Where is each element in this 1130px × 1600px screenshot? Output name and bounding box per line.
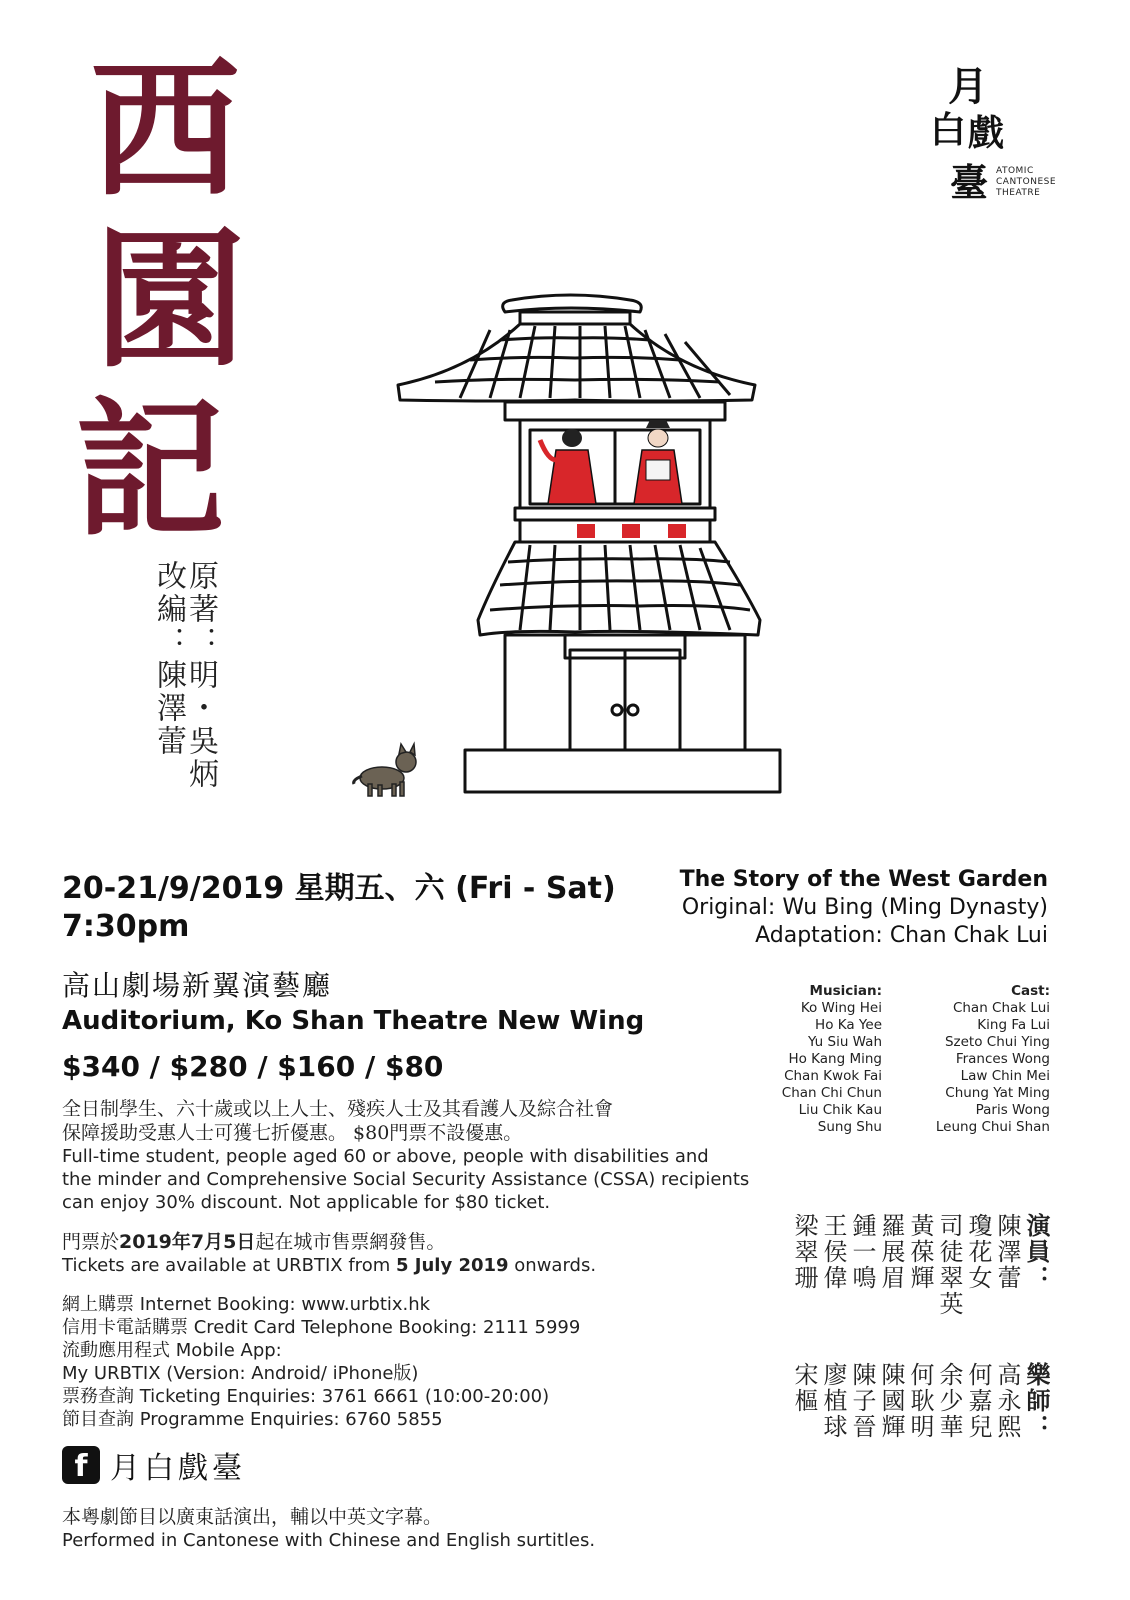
cast-zh-name: 瓊花女 <box>964 1213 992 1291</box>
cast-zh-name: 司徒翠英 <box>935 1213 963 1317</box>
musician-name: Chan Chi Chun <box>781 1085 882 1101</box>
ticket-sale-en: Tickets are available at URBTIX from 5 July 2019 onwards. <box>62 1255 597 1276</box>
facebook-page-name: 月白戲臺 <box>110 1451 246 1486</box>
discount-en-line-2: the minder and Comprehensive Social Security Assistance (CSSA) recipients <box>62 1169 750 1190</box>
phone-booking: 信用卡電話購票 Credit Card Telephone Booking: 2111 5999 <box>62 1317 581 1338</box>
musicians-zh-name: 余少華 <box>935 1362 963 1440</box>
title-char-2: 園 <box>95 212 246 388</box>
musician-name: Ho Kang Ming <box>788 1051 882 1067</box>
mobile-app-name: My URBTIX (Version: Android/ iPhone版) <box>62 1363 419 1384</box>
event-info <box>62 870 752 1552</box>
musician-name: Sung Shu <box>817 1119 882 1135</box>
musician-name: Liu Chik Kau <box>798 1102 882 1118</box>
logo-en-1: ATOMIC <box>996 166 1034 176</box>
discount-en-line-1: Full-time student, people aged 60 or above, people with disabilities and <box>62 1146 709 1167</box>
ticketing-enquiries: 票務查詢 Ticketing Enquiries: 3761 6661 (10:00-20:00) <box>62 1386 550 1407</box>
ticket-sale-zh: 門票於2019年7月5日起在城市售票網發售。 <box>62 1231 446 1253</box>
performer-figures <box>540 420 682 504</box>
cast-zh-name: 王侯偉 <box>819 1213 847 1291</box>
story-info <box>628 866 1048 950</box>
cast-list <box>920 983 1050 1136</box>
event-time: 7:30pm <box>62 909 190 944</box>
venue-name-en: Auditorium, Ko Shan Theatre New Wing <box>62 1006 645 1036</box>
cast-zh-heading: 演員： <box>1022 1213 1051 1291</box>
cast-name: Chan Chak Lui <box>952 1000 1050 1016</box>
language-note-en: Performed in Cantonese with Chinese and English surtitles. <box>62 1530 596 1551</box>
musicians-zh-name: 廖植球 <box>819 1362 847 1440</box>
title-char-1: 西 <box>90 42 241 218</box>
cast-zh-name: 羅展眉 <box>877 1213 905 1291</box>
cast-zh-name: 梁翠珊 <box>790 1213 818 1291</box>
cat-illustration <box>350 740 425 800</box>
language-note-zh: 本粵劇節目以廣東話演出，輔以中英文字幕。 <box>62 1506 443 1528</box>
musicians-zh-name: 宋樞 <box>790 1362 818 1414</box>
logo-en-2: CANTONESE <box>996 177 1057 187</box>
cast-name: Paris Wong <box>975 1102 1050 1118</box>
musician-heading: Musician: <box>809 983 882 999</box>
logo-en-3: THEATRE <box>996 188 1041 198</box>
railing-red-panels <box>577 524 686 538</box>
facebook-page[interactable] <box>62 1443 752 1487</box>
mobile-app: 流動應用程式 Mobile App: <box>62 1340 282 1361</box>
event-date: 20-21/9/2019 星期五、六 (Fri - Sat) <box>62 871 616 906</box>
discount-zh-line-1: 全日制學生、六十歲或以上人士、殘疾人士及其看護人及綜合社會 <box>62 1098 614 1120</box>
cast-name: King Fa Lui <box>977 1017 1050 1033</box>
musicians-zh-name: 何嘉兒 <box>964 1362 992 1440</box>
discount-zh-line-2: 保障援助受惠人士可獲七折優惠。 $80門票不設優惠。 <box>62 1122 523 1144</box>
discount-en-line-3: can enjoy 30% discount. Not applicable for $80 ticket. <box>62 1192 551 1213</box>
musicians-zh-name: 何耿明 <box>906 1362 934 1440</box>
musician-name: Ho Ka Yee <box>815 1017 882 1033</box>
musicians-zh-name: 高永熙 <box>993 1362 1021 1440</box>
logo-char-2: 白 <box>930 109 967 151</box>
musicians-zh-name: 陳子晉 <box>848 1362 876 1440</box>
logo-char-4: 臺 <box>950 160 989 205</box>
internet-booking: 網上購票 Internet Booking: www.urbtix.hk <box>62 1294 431 1315</box>
cast-name: Chung Yat Ming <box>945 1085 1050 1101</box>
facebook-icon: f <box>62 1446 100 1484</box>
musician-name: Yu Siu Wah <box>807 1034 882 1050</box>
musician-name: Chan Kwok Fai <box>784 1068 882 1084</box>
cast-name: Leung Chui Shan <box>935 1119 1050 1135</box>
ticket-prices: $340 / $280 / $160 / $80 <box>62 1050 444 1083</box>
musician-list <box>760 983 882 1136</box>
programme-enquiries: 節目查詢 Programme Enquiries: 6760 5855 <box>62 1409 443 1430</box>
cast-heading: Cast: <box>1011 983 1050 999</box>
cast-name: Frances Wong <box>955 1051 1050 1067</box>
story-adaptation: Adaptation: Chan Chak Lui <box>755 923 1048 948</box>
cast-zh-name: 鍾一鳴 <box>848 1213 876 1291</box>
credit-original: 原著：明・吳炳 <box>183 560 218 791</box>
logo-char-3: 戲 <box>968 112 1005 154</box>
booking-info <box>62 1293 752 1431</box>
cast-name: Szeto Chui Ying <box>944 1034 1050 1050</box>
logo-char-1: 月 <box>948 63 988 110</box>
venue-name-zh: 高山劇場新翼演藝廳 <box>62 969 333 1002</box>
story-original: Original: Wu Bing (Ming Dynasty) <box>681 895 1048 920</box>
title-char-3: 記 <box>75 382 226 558</box>
credit-adaptation: 改編：陳澤蕾 <box>151 560 186 758</box>
musician-name: Ko Wing Hei <box>800 1000 882 1016</box>
cast-zh-name: 黃葆輝 <box>906 1213 934 1291</box>
cast-name: Law Chin Mei <box>960 1068 1050 1084</box>
musicians-zh-heading: 樂師： <box>1022 1362 1051 1440</box>
story-title: The Story of the West Garden <box>679 867 1048 892</box>
musicians-zh-name: 陳國輝 <box>877 1362 905 1440</box>
theatre-building-illustration <box>340 290 790 810</box>
cast-zh-name: 陳澤蕾 <box>993 1213 1021 1291</box>
